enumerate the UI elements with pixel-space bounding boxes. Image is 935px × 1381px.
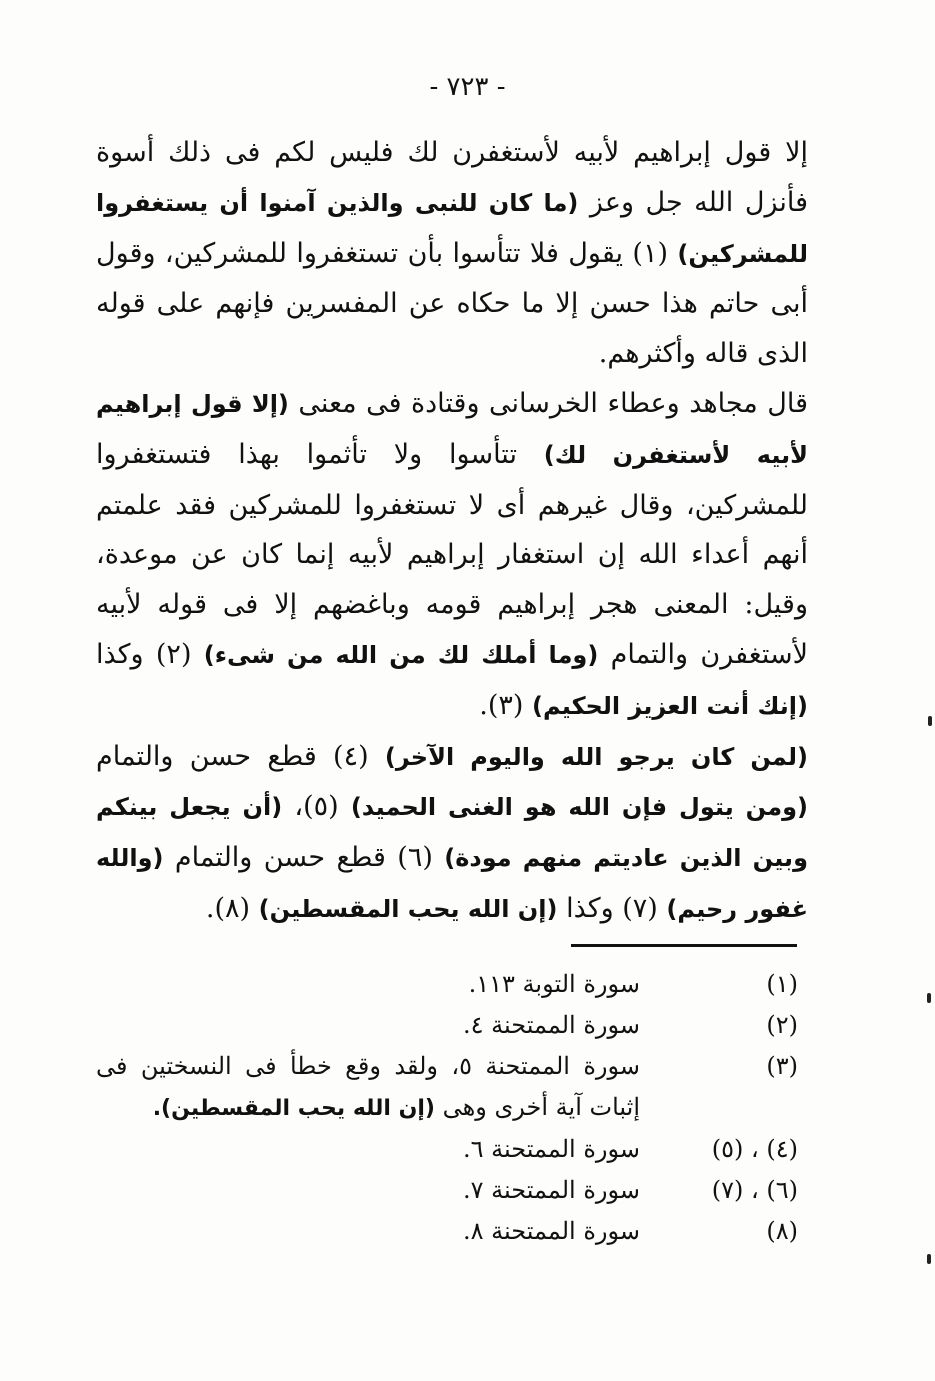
quran-quote: (والله غفور رحيم) — [96, 844, 808, 923]
footnote-separator — [571, 944, 797, 947]
footnote — [96, 1170, 808, 1211]
footnote — [96, 1211, 808, 1252]
text-run: (٢) وكذا — [96, 638, 204, 670]
text-run: سورة الممتحنة ٦. — [462, 1135, 640, 1163]
scan-mark — [927, 1254, 931, 1264]
quran-quote: (إلا قول إبراهيم لأبيه لأستغفرن لك) — [96, 389, 809, 469]
text-run: سورة الممتحنة ٨. — [462, 1217, 640, 1245]
quran-quote: (لمن كان يرجو الله واليوم الآخر) — [384, 742, 808, 771]
quran-quote: (أن يجعل بينكم وبين الذين عاديتم منهم مودة) — [96, 793, 808, 873]
footnote-number: (٦) ، (٧) — [711, 1176, 798, 1204]
footnote — [96, 1046, 808, 1129]
text-run: (٤) قطع حسن والتمام — [96, 740, 385, 772]
footnotes — [96, 964, 808, 1252]
text-run: سورة الممتحنة ٥، ولقد وقع خطأ فى النسختين فى إثبات آية أخرى وهى — [96, 1052, 640, 1121]
text-run: سورة الممتحنة ٧. — [462, 1176, 640, 1204]
text-run: سورة التوبة ١١٣. — [468, 970, 640, 998]
footnote-number: (٢) — [766, 1011, 798, 1039]
quran-quote: (إنك أنت العزيز الحكيم) — [532, 691, 808, 720]
text-run: (٣). — [479, 689, 532, 721]
scan-mark — [928, 716, 932, 726]
text-run: (٨). — [205, 892, 259, 924]
text-run: (٥)، — [282, 791, 351, 823]
footnote — [96, 1129, 808, 1170]
text-run: قال مجاهد وعطاء الخرسانى وقتادة فى معنى — [288, 387, 808, 419]
text-run: تتأسوا ولا تأثموا بهذا فتستغفروا للمشركين، وقال غيرهم أى لا تستغفروا للمشركين فقد علمتم أنهم أعداء الله إن استغفار إبراهيم لأبيه إنما كان عن موعدة، وقيل: المعنى هجر إبراهيم قومه وباغضهم إلا فى قوله لأبيه لأستغفرن والتمام — [96, 438, 808, 670]
text-run: سورة الممتحنة ٤. — [462, 1011, 640, 1039]
paragraph — [96, 379, 808, 732]
footnote-number: (١) — [766, 970, 798, 998]
footnote-text — [96, 964, 640, 1005]
footnote-number: (٤) ، (٥) — [711, 1135, 798, 1163]
footnote-number: (٨) — [766, 1217, 798, 1245]
text-run: (٧) وكذا — [557, 892, 667, 924]
footnote-text — [96, 1211, 640, 1252]
footnote-text — [96, 1046, 640, 1129]
quran-quote: (إن الله يحب المقسطين) — [258, 894, 558, 923]
text-run: (١) يقول فلا تتأسوا بأن تستغفروا للمشركين، وقول أبى حاتم هذا حسن إلا ما حكاه عن المفسرين فإنهم على قوله الذى قاله وأكثرهم. — [96, 237, 808, 370]
paragraph — [96, 128, 808, 379]
footnote-text — [96, 1170, 640, 1211]
scan-mark — [927, 993, 931, 1003]
footnote — [96, 1005, 808, 1046]
text-run: إلا قول إبراهيم لأبيه لأستغفرن لك فليس لكم فى ذلك أسوة فأنزل الله جل وعز — [96, 137, 809, 218]
footnote — [96, 964, 808, 1005]
footnote-text — [96, 1005, 640, 1046]
text-run: (٦) قطع حسن والتمام — [163, 842, 445, 874]
page-number: - ٧٢٣ - — [429, 72, 506, 102]
main-text — [96, 128, 808, 935]
quran-quote: (إن الله يحب المقسطين). — [152, 1096, 435, 1121]
quran-quote: (ومن يتول فإن الله هو الغنى الحميد) — [350, 793, 808, 822]
footnote-number: (٣) — [766, 1052, 798, 1080]
paragraph — [96, 732, 808, 935]
quran-quote: (ما كان للنبى والذين آمنوا أن يستغفروا للمشركين) — [96, 188, 808, 268]
quran-quote: (وما أملك لك من الله من شىء) — [203, 640, 599, 669]
footnote-text — [96, 1129, 640, 1170]
